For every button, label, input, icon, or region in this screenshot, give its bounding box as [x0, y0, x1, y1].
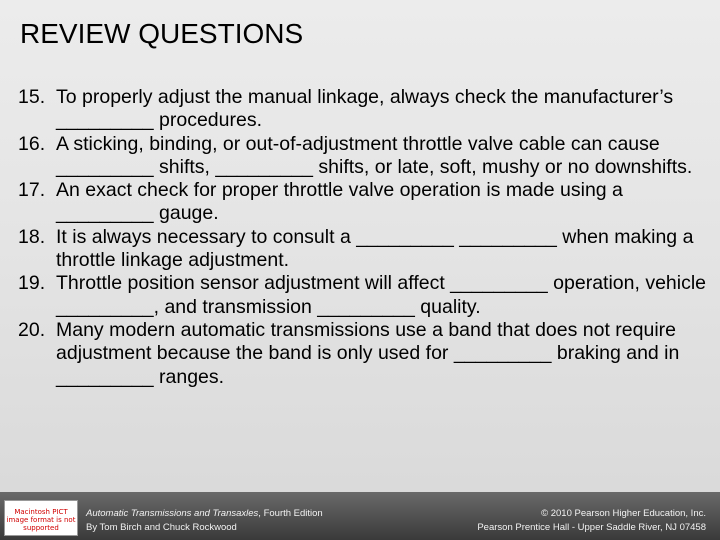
book-title: Automatic Transmissions and Transaxles: [86, 508, 259, 519]
unsupported-image-placeholder: Macintosh PICT image format is not supported: [4, 500, 78, 536]
question-text: Many modern automatic transmissions use a band that does not require adjustment because the band is only used for _________ braking and in _________ ranges.: [56, 318, 680, 388]
question-item: [18, 86, 708, 133]
book-edition: , Fourth Edition: [258, 508, 323, 519]
question-text: To properly adjust the manual linkage, always check the manufacturer’s _________ procedures.: [56, 86, 674, 132]
question-item: [18, 179, 708, 226]
copyright-notice: © 2010 Pearson Higher Education, Inc.: [541, 508, 706, 519]
question-text: It is always necessary to consult a _________ _________ when making a throttle linkage adjustment.: [56, 225, 694, 272]
question-text: An exact check for proper throttle valve operation is made using a _________ gauge.: [56, 179, 623, 225]
question-number: 20.: [18, 318, 46, 341]
question-item: [18, 226, 708, 273]
publisher-line: Pearson Prentice Hall - Upper Saddle River, NJ 07458: [477, 522, 706, 533]
question-number: 18.: [18, 225, 46, 248]
question-number: 16.: [18, 132, 46, 155]
slide-title: REVIEW QUESTIONS: [20, 18, 304, 49]
question-text: Throttle position sensor adjustment will affect _________ operation, vehicle _________, and transmission _________ quality.: [56, 272, 707, 318]
question-number: 19.: [18, 272, 46, 295]
book-credit: [86, 508, 323, 519]
footer-bar: [0, 492, 720, 540]
question-item: [18, 272, 708, 319]
question-number: 17.: [18, 179, 46, 202]
book-authors: By Tom Birch and Chuck Rockwood: [86, 522, 237, 533]
question-list: [18, 86, 708, 389]
question-item: [18, 133, 708, 180]
question-item: [18, 319, 708, 389]
question-number: 15.: [18, 86, 46, 108]
question-text: A sticking, binding, or out-of-adjustment throttle valve cable can cause _________ shifts, _________ shifts, or late, soft, mushy or no downshifts.: [56, 132, 693, 178]
